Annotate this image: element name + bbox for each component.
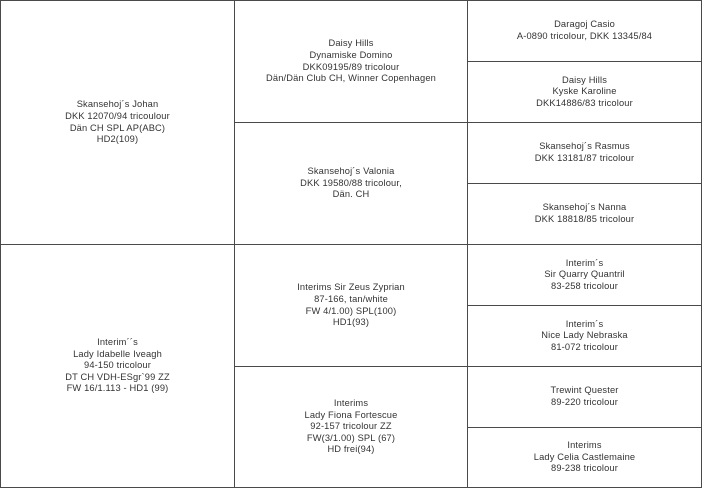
sire-sire-dam-kennel: Daisy Hills — [561, 74, 608, 85]
dam-sire-dam-cell — [467, 305, 702, 367]
sire-dam-dam-cell — [467, 183, 702, 245]
sire-sire-dam-name: Kyske Karoline — [552, 86, 617, 97]
sire-dam-name: Skansehoj´s Valonia — [307, 166, 395, 177]
sire-hd: HD2(109) — [96, 134, 139, 145]
dam-sire-name: Interims Sir Zeus Zyprian — [297, 282, 405, 293]
dam-sire-sire-kennel: Interim´s — [565, 257, 604, 268]
sire-dam-registration: DKK 19580/88 tricolour, — [300, 177, 402, 188]
dam-sire-cell — [234, 244, 468, 367]
dam-titles: DT CH VDH-ESgr`99 ZZ — [65, 371, 170, 382]
sire-sire-kennel: Daisy Hills — [328, 38, 374, 49]
dam-results: FW 16/1.113 - HD1 (99) — [66, 383, 169, 394]
sire-sire-sire-cell — [467, 0, 702, 62]
sire-dam-dam-name: Skansehoj´s Nanna — [542, 202, 627, 213]
sire-dam-titles: Dän. CH — [332, 189, 370, 200]
dam-sire-sire-name: Sir Quarry Quantril — [544, 269, 625, 280]
dam-sire-hd: HD1(93) — [332, 317, 370, 328]
sire-sire-registration: DKK09195/89 tricolour — [302, 61, 400, 72]
sire-sire-dam-cell — [467, 61, 702, 123]
dam-name: Lady Idabelle Iveagh — [73, 348, 162, 359]
sire-sire-sire-registration: A-0890 tricolour, DKK 13345/84 — [516, 31, 653, 41]
sire-sire-dam-registration: DKK14886/83 tricolour — [536, 97, 633, 108]
sire-sire-sire-name: Daragoj Casio — [554, 19, 615, 30]
dam-dam-kennel: Interims — [333, 398, 369, 409]
dam-registration: 94-150 tricolour — [84, 360, 151, 371]
dam-dam-sire-name: Trewint Quester — [550, 385, 619, 396]
sire-dam-sire-registration: DKK 13181/87 tricolour — [534, 153, 635, 163]
dam-dam-hd: HD frei(94) — [327, 444, 375, 455]
dam-dam-dam-kennel: Interims — [567, 440, 602, 451]
dam-dam-dam-cell — [467, 427, 702, 488]
dam-dam-cell — [234, 366, 468, 488]
dam-sire-registration: 87-166, tan/white — [314, 293, 388, 304]
dam-sire-sire-registration: 83-258 tricolour — [551, 280, 618, 291]
sire-dam-sire-name: Skansehoj´s Rasmus — [539, 141, 630, 152]
dam-kennel: Interim´´s — [97, 337, 138, 348]
sire-dam-sire-cell — [467, 122, 702, 184]
dam-dam-dam-name: Lady Celia Castlemaine — [533, 451, 636, 462]
dam-sire-dam-name: Nice Lady Nebraska — [541, 330, 628, 341]
sire-sire-name: Dynamiske Domino — [309, 49, 393, 60]
sire-cell — [0, 0, 235, 245]
dam-dam-sire-cell — [467, 366, 702, 428]
dam-dam-results: FW(3/1.00) SPL (67) — [306, 432, 396, 443]
sire-registration: DKK 12070/94 tricoulour — [65, 110, 170, 121]
dam-cell — [0, 244, 235, 488]
dam-sire-dam-kennel: Interim´s — [565, 318, 604, 329]
sire-sire-cell — [234, 0, 468, 123]
sire-name: Skansehoj´s Johan — [76, 99, 159, 110]
dam-sire-results: FW 4/1.00) SPL(100) — [305, 305, 397, 316]
dam-dam-dam-registration: 89-238 tricolour — [551, 463, 618, 474]
dam-dam-name: Lady Fiona Fortescue — [304, 409, 398, 420]
sire-sire-titles: Dän/Dän Club CH, Winner Copenhagen — [266, 73, 436, 84]
sire-dam-dam-registration: DKK 18818/85 tricolour — [534, 214, 635, 224]
dam-dam-sire-registration: 89-220 tricolour — [551, 397, 618, 407]
dam-sire-sire-cell — [467, 244, 702, 306]
sire-dam-cell — [234, 122, 468, 245]
dam-sire-dam-registration: 81-072 tricolour — [551, 341, 618, 352]
sire-titles: Dän CH SPL AP(ABC) — [69, 122, 166, 133]
dam-dam-registration: 92-157 tricolour ZZ — [310, 421, 392, 432]
